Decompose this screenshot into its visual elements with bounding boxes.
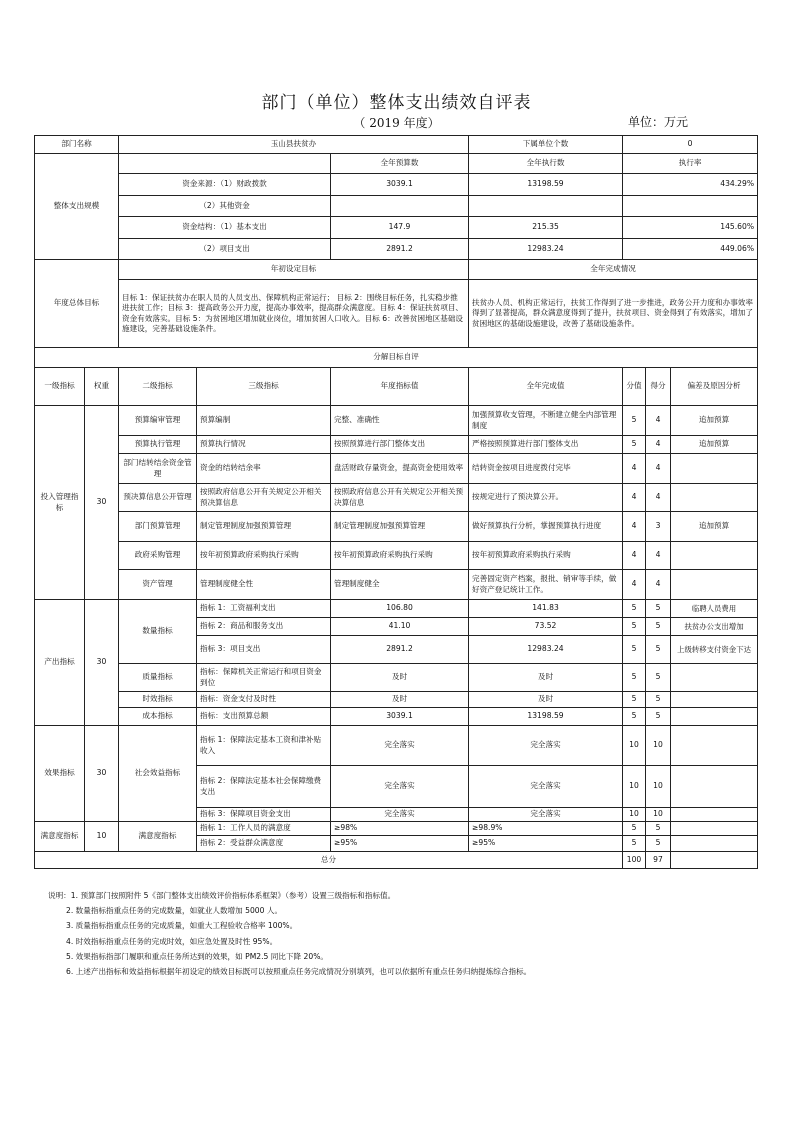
scale-row-budget [331, 196, 469, 217]
sub-units-label: 下属单位个数 [469, 136, 623, 154]
unit-label: 单位：万元 [628, 115, 689, 129]
scale-row-exec: 12983.24 [469, 239, 623, 260]
row-level3: 指标：支出预算总额 [197, 708, 331, 726]
scale-row-rate: 449.06% [623, 239, 758, 260]
row-actual: 73.52 [469, 618, 623, 636]
row-actual: 严格按照预算进行部门整体支出 [469, 436, 623, 454]
row-score: 5 [646, 636, 671, 664]
eval-header-points: 分值 [623, 368, 646, 406]
note-line: 说明：1. 预算部门按照附件 5《部门整体支出绩效评价指标体系框架》（参考）设置三级指标和指标值。 [48, 891, 396, 900]
row-points: 10 [623, 766, 646, 808]
row-actual: 及时 [469, 692, 623, 708]
row-reason [671, 822, 758, 836]
goals-set-text: 目标 1：保证扶贫办在职人员的人员支出、保障机构正常运行； 目标 2：围绕目标任务，扎实稳步推进扶贫工作；目标 3：提高政务公开力度，提高办事效率，提高群众满意度。目标 4：保证扶贫项目、资金有效落实。目标 5：为贫困地区增加就业岗位，增加贫困人口收入。目标 6：改善贫困地区基础设施建设，完善基础设施条件。 [119, 280, 469, 348]
eval-section-title: 分解目标自评 [35, 348, 758, 368]
row-reason: 追加预算 [671, 512, 758, 542]
row-points: 5 [623, 664, 646, 692]
row-score: 5 [646, 822, 671, 836]
note-line: 2. 数量指标指重点任务的完成数量，如就业人数增加 5000 人。 [66, 906, 283, 916]
eval-header-level3: 三级指标 [197, 368, 331, 406]
scale-col-exec: 全年执行数 [469, 154, 623, 174]
row-score: 4 [646, 454, 671, 484]
row-target: ≥98% [331, 822, 469, 836]
scale-row-exec [469, 196, 623, 217]
row-actual: 按年初预算政府采购执行采购 [469, 542, 623, 570]
eval-header-reason: 偏差及原因分析 [671, 368, 758, 406]
goals-section-label: 年度总体目标 [35, 260, 119, 348]
row-target: 2891.2 [331, 636, 469, 664]
group-level1: 产出指标 [35, 600, 85, 726]
row-level3: 管理制度健全性 [197, 570, 331, 600]
row-target: 盘活财政存量资金，提高资金使用效率 [331, 454, 469, 484]
row-level2: 部门结转结余资金管理 [119, 454, 197, 484]
row-target: 完全落实 [331, 766, 469, 808]
scale-row-label: （2）项目支出 [119, 239, 331, 260]
row-score: 5 [646, 692, 671, 708]
dept-name-value: 玉山县扶贫办 [119, 136, 469, 154]
row-points: 5 [623, 600, 646, 618]
row-level3: 按年初预算政府采购执行采购 [197, 542, 331, 570]
row-level3: 指标 2：受益群众满意度 [197, 836, 331, 852]
row-score: 5 [646, 618, 671, 636]
row-score: 10 [646, 766, 671, 808]
eval-header-level1: 一级指标 [35, 368, 85, 406]
row-actual: 12983.24 [469, 636, 623, 664]
row-level3: 指标 2：商品和服务支出 [197, 618, 331, 636]
row-level3: 预算执行情况 [197, 436, 331, 454]
goals-done-label: 全年完成情况 [469, 260, 758, 280]
row-target: 3039.1 [331, 708, 469, 726]
group-weight: 30 [85, 600, 119, 726]
row-points: 5 [623, 406, 646, 436]
scale-row-exec: 215.35 [469, 217, 623, 239]
row-reason [671, 484, 758, 512]
scale-row-exec: 13198.59 [469, 174, 623, 196]
scale-row-budget: 3039.1 [331, 174, 469, 196]
row-actual: 及时 [469, 664, 623, 692]
row-level2: 社会效益指标 [119, 726, 197, 822]
row-actual: 13198.59 [469, 708, 623, 726]
row-level3: 指标 3：保障项目资金支出 [197, 808, 331, 822]
row-level2: 资产管理 [119, 570, 197, 600]
row-level3: 指标 1：工资福利支出 [197, 600, 331, 618]
row-score: 4 [646, 570, 671, 600]
row-level2: 时效指标 [119, 692, 197, 708]
total-label: 总分 [35, 852, 623, 869]
row-score: 4 [646, 406, 671, 436]
row-reason: 扶贫办公支出增加 [671, 618, 758, 636]
scale-col-budget: 全年预算数 [331, 154, 469, 174]
row-level2: 预决算信息公开管理 [119, 484, 197, 512]
row-level2: 数量指标 [119, 600, 197, 664]
row-score: 3 [646, 512, 671, 542]
row-points: 5 [623, 822, 646, 836]
group-level1: 效果指标 [35, 726, 85, 822]
scale-row-label: 资金来源：（1）财政拨款 [119, 174, 331, 196]
row-reason [671, 766, 758, 808]
row-target: 制定管理制度加强预算管理 [331, 512, 469, 542]
row-reason: 追加预算 [671, 436, 758, 454]
row-reason [671, 726, 758, 766]
group-weight: 30 [85, 726, 119, 822]
row-actual: 按规定进行了预决算公开。 [469, 484, 623, 512]
total-score: 97 [646, 852, 671, 869]
eval-header-score: 得分 [646, 368, 671, 406]
row-points: 4 [623, 542, 646, 570]
row-score: 5 [646, 836, 671, 852]
row-target: 管理制度健全 [331, 570, 469, 600]
row-points: 10 [623, 808, 646, 822]
row-actual: 做好预算执行分析，掌握预算执行进度 [469, 512, 623, 542]
row-actual: 141.83 [469, 600, 623, 618]
row-points: 4 [623, 570, 646, 600]
row-level3: 指标 2：保障法定基本社会保障缴费支出 [197, 766, 331, 808]
row-reason [671, 454, 758, 484]
eval-header-weight: 权重 [85, 368, 119, 406]
notes [48, 888, 768, 979]
scale-row-rate [623, 196, 758, 217]
row-level2: 满意度指标 [119, 822, 197, 852]
goals-done-text: 扶贫办人员、机构正常运行，扶贫工作得到了进一步推进，政务公开力度和办事效率得到了显著提高，群众满意度得到了提升，扶贫项目、资金得到了有效落实，增加了贫困地区的基础设施建设，改善了基础设施条件。 [469, 280, 758, 348]
row-reason [671, 542, 758, 570]
row-points: 4 [623, 484, 646, 512]
row-points: 4 [623, 512, 646, 542]
sub-units-value: 0 [623, 136, 758, 154]
row-level2: 部门预算管理 [119, 512, 197, 542]
row-actual: ≥98.9% [469, 822, 623, 836]
dept-name-label: 部门名称 [35, 136, 119, 154]
row-level3: 指标 1：保障法定基本工资和津补贴收入 [197, 726, 331, 766]
row-reason: 追加预算 [671, 406, 758, 436]
row-actual: 完全落实 [469, 726, 623, 766]
row-level3: 指标 3：项目支出 [197, 636, 331, 664]
row-points: 5 [623, 692, 646, 708]
note-line: 5. 效果指标指部门履职和重点任务所达到的效果，如 PM2.5 同比下降 20%。 [66, 951, 329, 961]
row-score: 4 [646, 542, 671, 570]
total-points: 100 [623, 852, 646, 869]
row-reason [671, 708, 758, 726]
scale-row-budget: 147.9 [331, 217, 469, 239]
eval-header-actual: 全年完成值 [469, 368, 623, 406]
row-reason [671, 692, 758, 708]
row-actual: ≥95% [469, 836, 623, 852]
scale-row-budget: 2891.2 [331, 239, 469, 260]
group-level1: 满意度指标 [35, 822, 85, 852]
group-weight: 30 [85, 406, 119, 600]
row-target: 41.10 [331, 618, 469, 636]
row-level3: 指标 1：工作人员的满意度 [197, 822, 331, 836]
note-line: 3. 质量指标指重点任务的完成质量，如重大工程验收合格率 100%。 [66, 921, 298, 931]
scale-row-label: （2）其他资金 [119, 196, 331, 217]
row-score: 5 [646, 708, 671, 726]
row-level2: 政府采购管理 [119, 542, 197, 570]
row-actual: 完善固定资产档案，报批、销审等手续，做好资产登记统计工作。 [469, 570, 623, 600]
row-level3: 制定管理制度加强预算管理 [197, 512, 331, 542]
row-target: 按照预算进行部门整体支出 [331, 436, 469, 454]
row-target: 按照政府信息公开有关规定公开相关预决算信息 [331, 484, 469, 512]
eval-header-target: 年度指标值 [331, 368, 469, 406]
scale-row-rate: 145.60% [623, 217, 758, 239]
row-score: 5 [646, 664, 671, 692]
row-level3: 资金的结转结余率 [197, 454, 331, 484]
row-score: 4 [646, 436, 671, 454]
goals-set-label: 年初设定目标 [119, 260, 469, 280]
row-reason [671, 836, 758, 852]
row-target: ≥95% [331, 836, 469, 852]
scale-col-rate: 执行率 [623, 154, 758, 174]
row-reason [671, 664, 758, 692]
row-actual: 结转资金按项目进度拨付完毕 [469, 454, 623, 484]
note-line: 4. 时效指标指重点任务的完成时效，如应急处置及时性 95%。 [66, 936, 278, 946]
group-weight: 10 [85, 822, 119, 852]
row-points: 5 [623, 636, 646, 664]
row-level2: 成本指标 [119, 708, 197, 726]
row-target: 及时 [331, 692, 469, 708]
scale-row-rate: 434.29% [623, 174, 758, 196]
row-points: 5 [623, 618, 646, 636]
row-score: 4 [646, 484, 671, 512]
row-points: 5 [623, 436, 646, 454]
row-level3: 按照政府信息公开有关规定公开相关预决算信息 [197, 484, 331, 512]
row-target: 按年初预算政府采购执行采购 [331, 542, 469, 570]
row-score: 10 [646, 808, 671, 822]
row-reason [671, 808, 758, 822]
row-level3: 指标：资金支付及时性 [197, 692, 331, 708]
row-level3: 预算编制 [197, 406, 331, 436]
eval-header-level2: 二级指标 [119, 368, 197, 406]
row-points: 4 [623, 454, 646, 484]
scale-section-label: 整体支出规模 [35, 154, 119, 260]
row-actual: 完全落实 [469, 808, 623, 822]
scale-row-label: 资金结构：（1）基本支出 [119, 217, 331, 239]
row-target: 及时 [331, 664, 469, 692]
self-evaluation-table [34, 135, 758, 869]
row-reason [671, 570, 758, 600]
row-score: 5 [646, 600, 671, 618]
group-level1: 投入管理指标 [35, 406, 85, 600]
row-reason: 临聘人员费用 [671, 600, 758, 618]
row-reason: 上级转移支付资金下达 [671, 636, 758, 664]
total-reason [671, 852, 758, 869]
year-line: （ 2019 年度） [353, 116, 440, 130]
row-level2: 预算编审管理 [119, 406, 197, 436]
row-target: 106.80 [331, 600, 469, 618]
row-points: 5 [623, 708, 646, 726]
row-points: 10 [623, 726, 646, 766]
row-points: 5 [623, 836, 646, 852]
row-level2: 质量指标 [119, 664, 197, 692]
row-actual: 加强预算收支管理，不断建立健全内部管理制度 [469, 406, 623, 436]
row-level3: 指标：保障机关正常运行和项目资金到位 [197, 664, 331, 692]
row-score: 10 [646, 726, 671, 766]
row-actual: 完全落实 [469, 766, 623, 808]
row-target: 完全落实 [331, 808, 469, 822]
row-target: 完全落实 [331, 726, 469, 766]
row-level2: 预算执行管理 [119, 436, 197, 454]
note-line: 6. 上述产出指标和效益指标根据年初设定的绩效目标既可以按照重点任务完成情况分别填列，也可以依据所有重点任务归纳提炼综合指标。 [66, 967, 532, 977]
row-target: 完整、准确性 [331, 406, 469, 436]
page-title: 部门（单位）整体支出绩效自评表 [261, 93, 532, 113]
